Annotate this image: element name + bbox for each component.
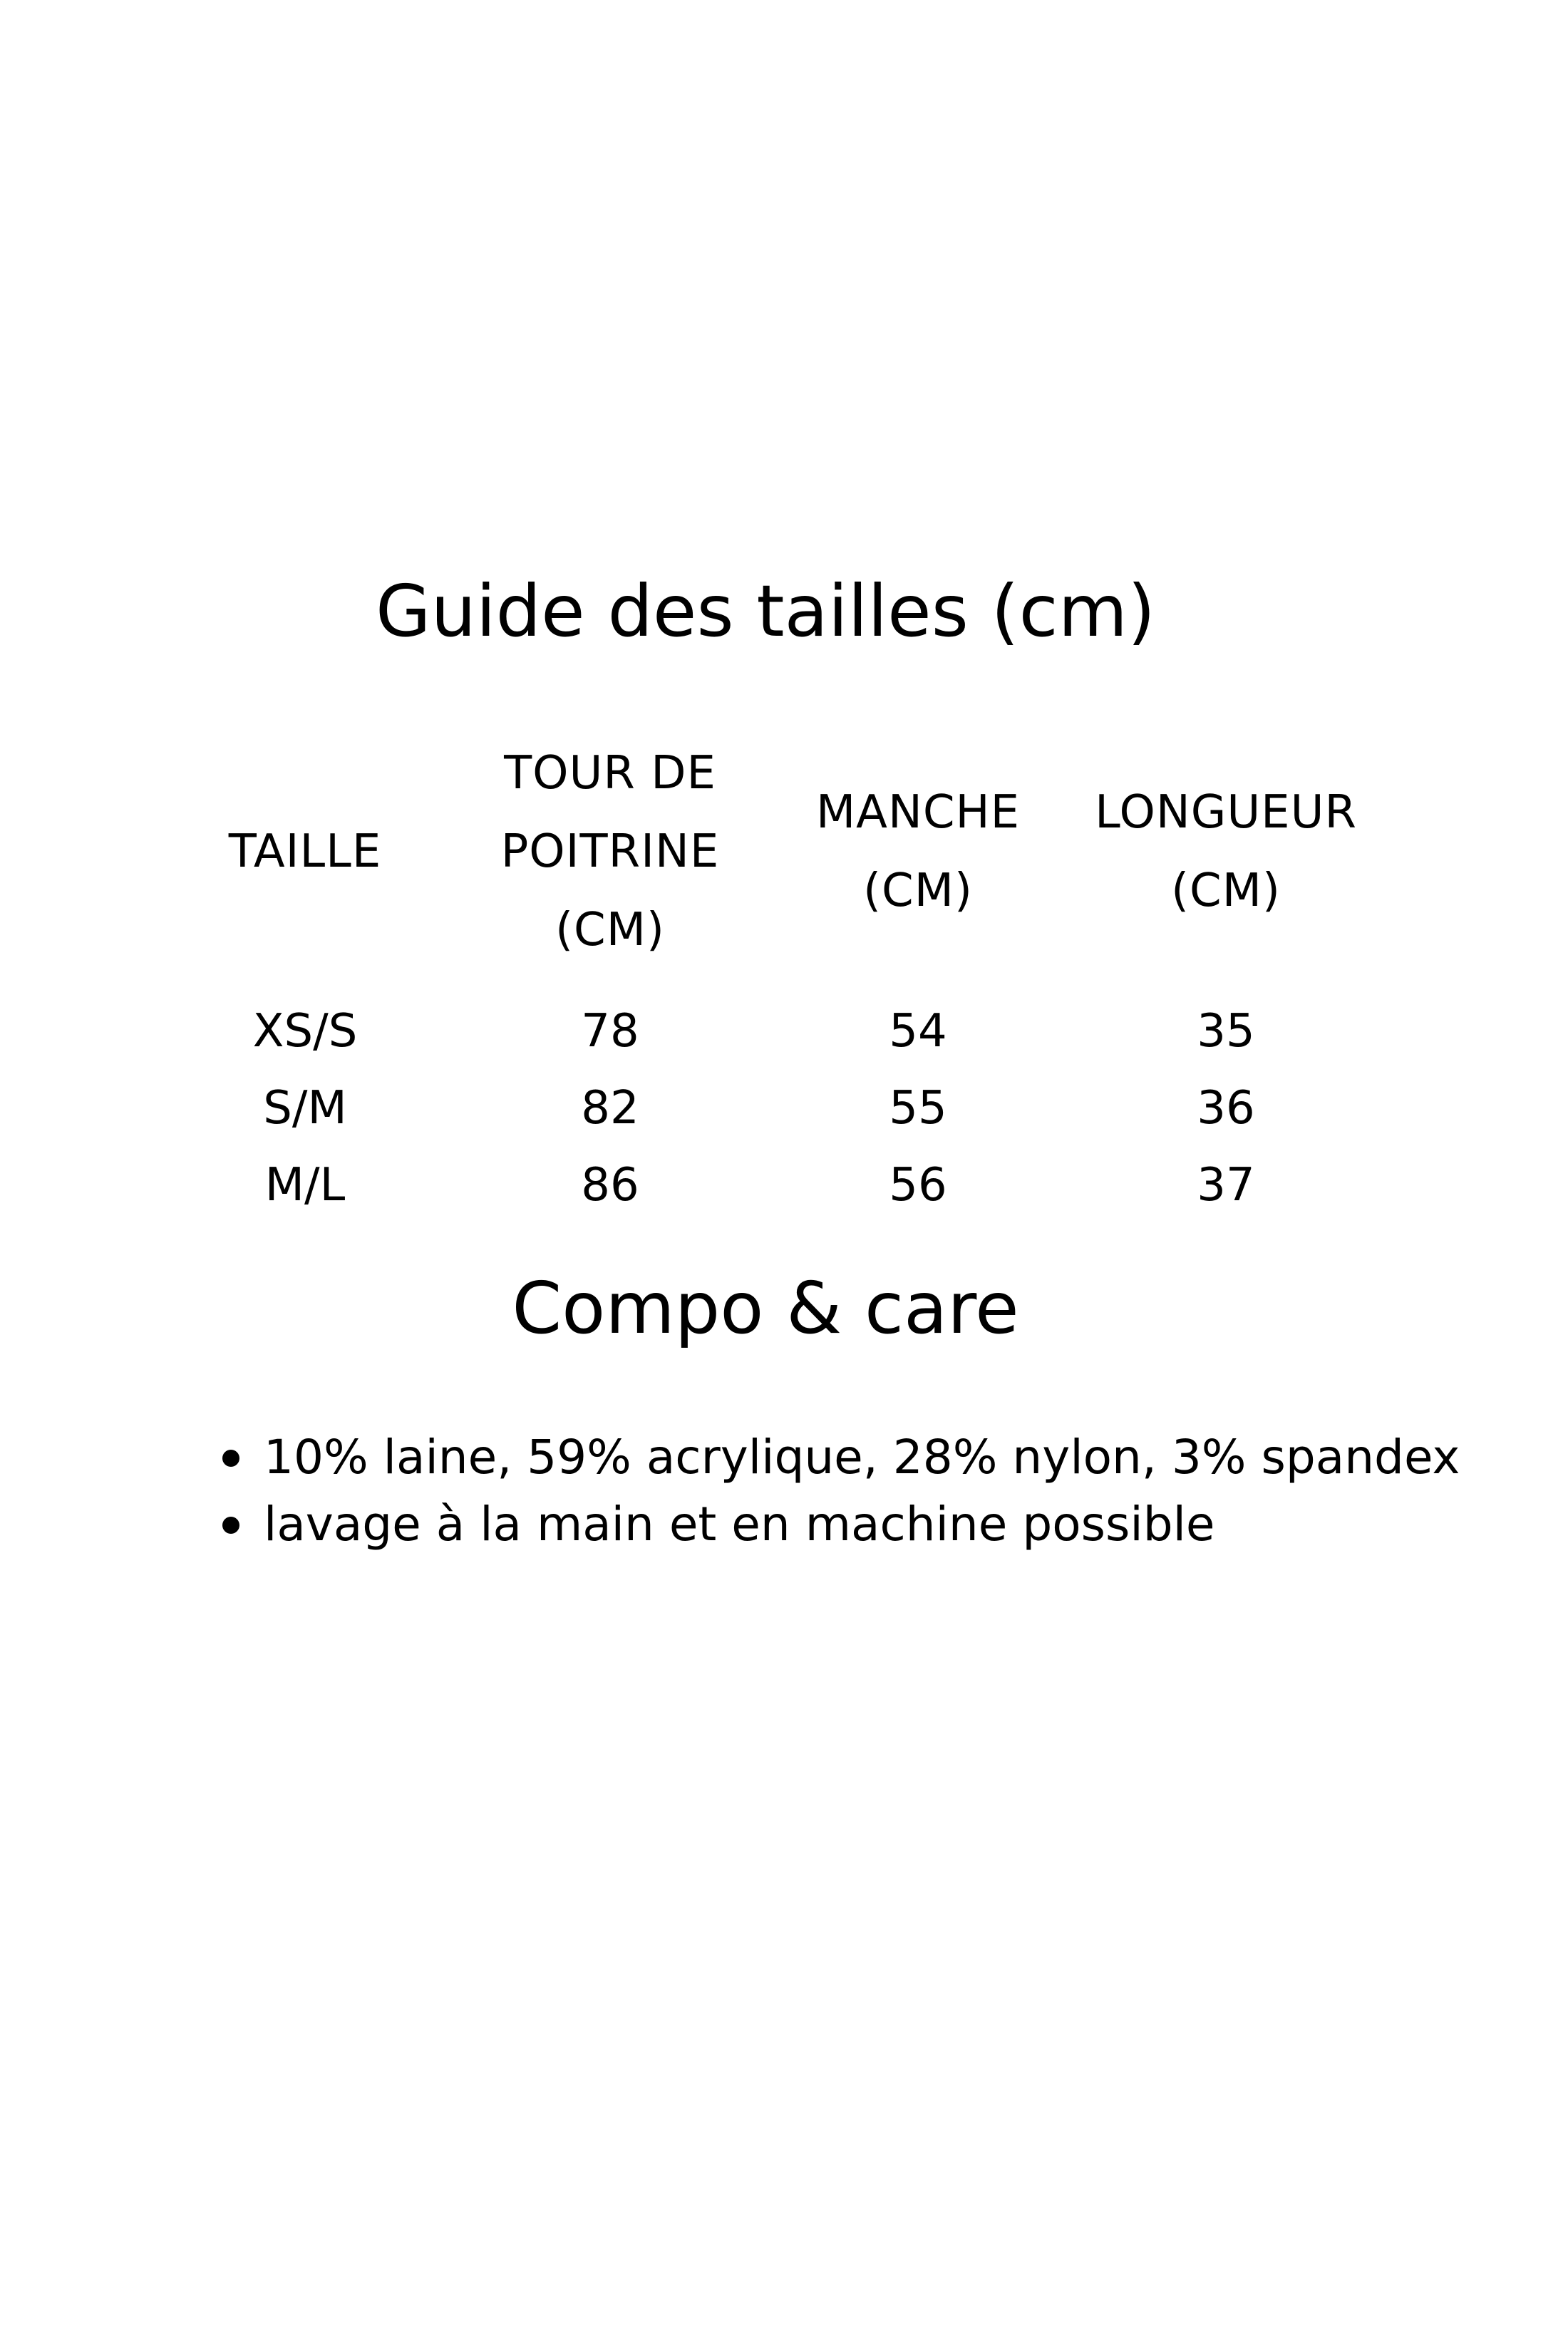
cell-chest: 86 bbox=[581, 1159, 639, 1212]
care-title: Compo & care bbox=[512, 1267, 1019, 1350]
header-manche-line-1: MANCHE bbox=[815, 786, 1021, 839]
cell-length: 36 bbox=[1197, 1082, 1255, 1135]
cell-sleeve: 55 bbox=[889, 1082, 947, 1135]
cell-chest: 82 bbox=[581, 1082, 639, 1135]
care-item-composition bbox=[214, 1424, 1460, 1491]
cell-sleeve: 54 bbox=[889, 1005, 947, 1058]
header-tour-line-2: POITRINE bbox=[500, 825, 720, 878]
cell-size-s-m: S/M bbox=[263, 1082, 347, 1135]
header-longueur-line-1: LONGUEUR bbox=[1095, 786, 1357, 839]
bullet-icon bbox=[222, 1450, 239, 1467]
header-manche-line-2: (CM) bbox=[863, 865, 973, 917]
cell-length: 35 bbox=[1197, 1005, 1255, 1058]
care-item-washing bbox=[214, 1491, 1460, 1558]
cell-sleeve: 56 bbox=[889, 1159, 947, 1212]
care-item-text: lavage à la main et en machine possible bbox=[264, 1497, 1215, 1552]
cell-chest: 78 bbox=[581, 1005, 639, 1058]
cell-size-m-l: M/L bbox=[264, 1159, 346, 1212]
care-item-text: 10% laine, 59% acrylique, 28% nylon, 3% spandex bbox=[264, 1430, 1460, 1485]
cell-length: 37 bbox=[1197, 1159, 1255, 1212]
header-tour-line-1: TOUR DE bbox=[504, 747, 716, 800]
header-manche bbox=[761, 773, 1075, 930]
header-longueur-line-2: (CM) bbox=[1171, 865, 1281, 917]
bullet-icon bbox=[222, 1517, 239, 1534]
header-longueur bbox=[1069, 773, 1383, 930]
header-tour-de-poitrine bbox=[453, 734, 767, 969]
header-taille bbox=[148, 813, 462, 891]
care-list bbox=[214, 1424, 1460, 1558]
size-guide-title: Guide des tailles (cm) bbox=[376, 569, 1155, 653]
cell-size-xs-s: XS/S bbox=[252, 1005, 358, 1058]
header-taille-line: TAILLE bbox=[228, 825, 382, 878]
header-tour-line-3: (CM) bbox=[555, 904, 665, 956]
